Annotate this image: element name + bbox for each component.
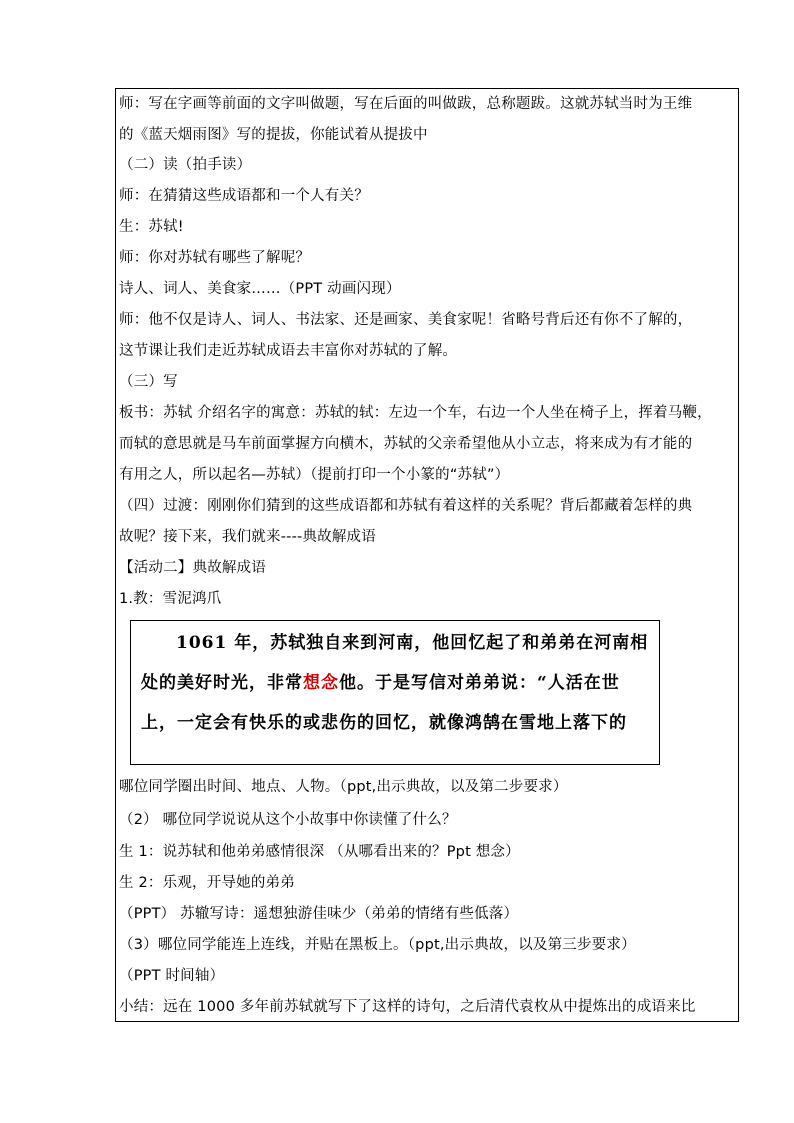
text-line: 故呢？接下来，我们就来----典故解成语: [119, 529, 376, 545]
text-line: 生 2：乐观，开导她的弟弟: [119, 875, 295, 891]
text-line: 小结：远在 1000 多年前苏轼就写下了这样的诗句，之后清代袁枚从中提炼出的成语来比: [119, 999, 696, 1015]
text-line: （PPT 时间轴）: [119, 968, 225, 984]
text-line: 板书：苏轼 介绍名字的寓意：苏轼的轼：左边一个车，右边一个人坐在椅子上，挥着马鞭，: [119, 405, 712, 421]
text-line: 1.教：雪泥鸿爪: [119, 591, 222, 607]
text-line: 诗人、词人、美食家……（PPT 动画闪现）: [119, 281, 401, 297]
text-line: 师：写在字画等前面的文字叫做题，写在后面的叫做跋，总称题跋。这就苏轼当时为王维: [119, 96, 693, 112]
story-excerpt-box: [130, 620, 660, 765]
text-line: 有用之人，所以起名—苏轼）（提前打印一个小篆的“苏轼”）: [119, 467, 510, 483]
story-line: 上，一定会有快乐的或悲伤的回忆，就像鸿鹄在雪地上落下的: [141, 713, 627, 733]
story-line: 1061 年，苏轼独自来到河南，他回忆起了和弟弟在河南相: [176, 633, 649, 653]
text-line: 的《蓝天烟雨图》写的提拔，你能试着从提拔中: [119, 127, 428, 143]
text-line: 师：他不仅是诗人、词人、书法家、还是画家、美食家呢！省略号背后还有你不了解的，: [119, 312, 693, 328]
section-heading-write: （三）写: [119, 374, 178, 390]
story-line: [141, 671, 620, 695]
text-line: （四）过渡：刚刚你们猜到的这些成语都和苏轼有着这样的关系呢？背后都藏着怎样的典: [119, 498, 693, 514]
story-text: 他。于是写信对弟弟说：“人活在世: [339, 673, 620, 693]
text-line: （3）哪位同学能连上连线，并贴在黑板上。（ppt,出示典故，以及第三步要求）: [119, 937, 636, 953]
text-line: 师：在猜猜这些成语都和一个人有关？: [119, 188, 369, 204]
text-line: （PPT） 苏辙写诗：遥想独游佳味少（弟弟的情绪有些低落）: [119, 906, 519, 922]
text-line: 这节课让我们走近苏轼成语去丰富你对苏轼的了解。: [119, 343, 458, 359]
activity-heading: 【活动二】典故解成语: [119, 560, 266, 576]
section-heading-read: （二）读（拍手读）: [119, 157, 252, 173]
text-line: 生 1：说苏轼和他弟弟感情很深 （从哪看出来的？Ppt 想念）: [119, 844, 520, 860]
story-highlight: 想念: [303, 673, 339, 693]
text-line: 生：苏轼!: [119, 219, 184, 235]
text-line: 师：你对苏轼有哪些了解呢？: [119, 250, 311, 266]
text-line: 哪位同学圈出时间、地点、人物。（ppt,出示典故，以及第二步要求）: [119, 779, 568, 795]
text-line: 而轼的意思就是马车前面掌握方向横木，苏轼的父亲希望他从小立志，将来成为有才能的: [119, 436, 693, 452]
story-text: 处的美好时光，非常: [141, 673, 303, 693]
text-line: （2） 哪位同学说说从这个小故事中你读懂了什么？: [119, 812, 457, 828]
